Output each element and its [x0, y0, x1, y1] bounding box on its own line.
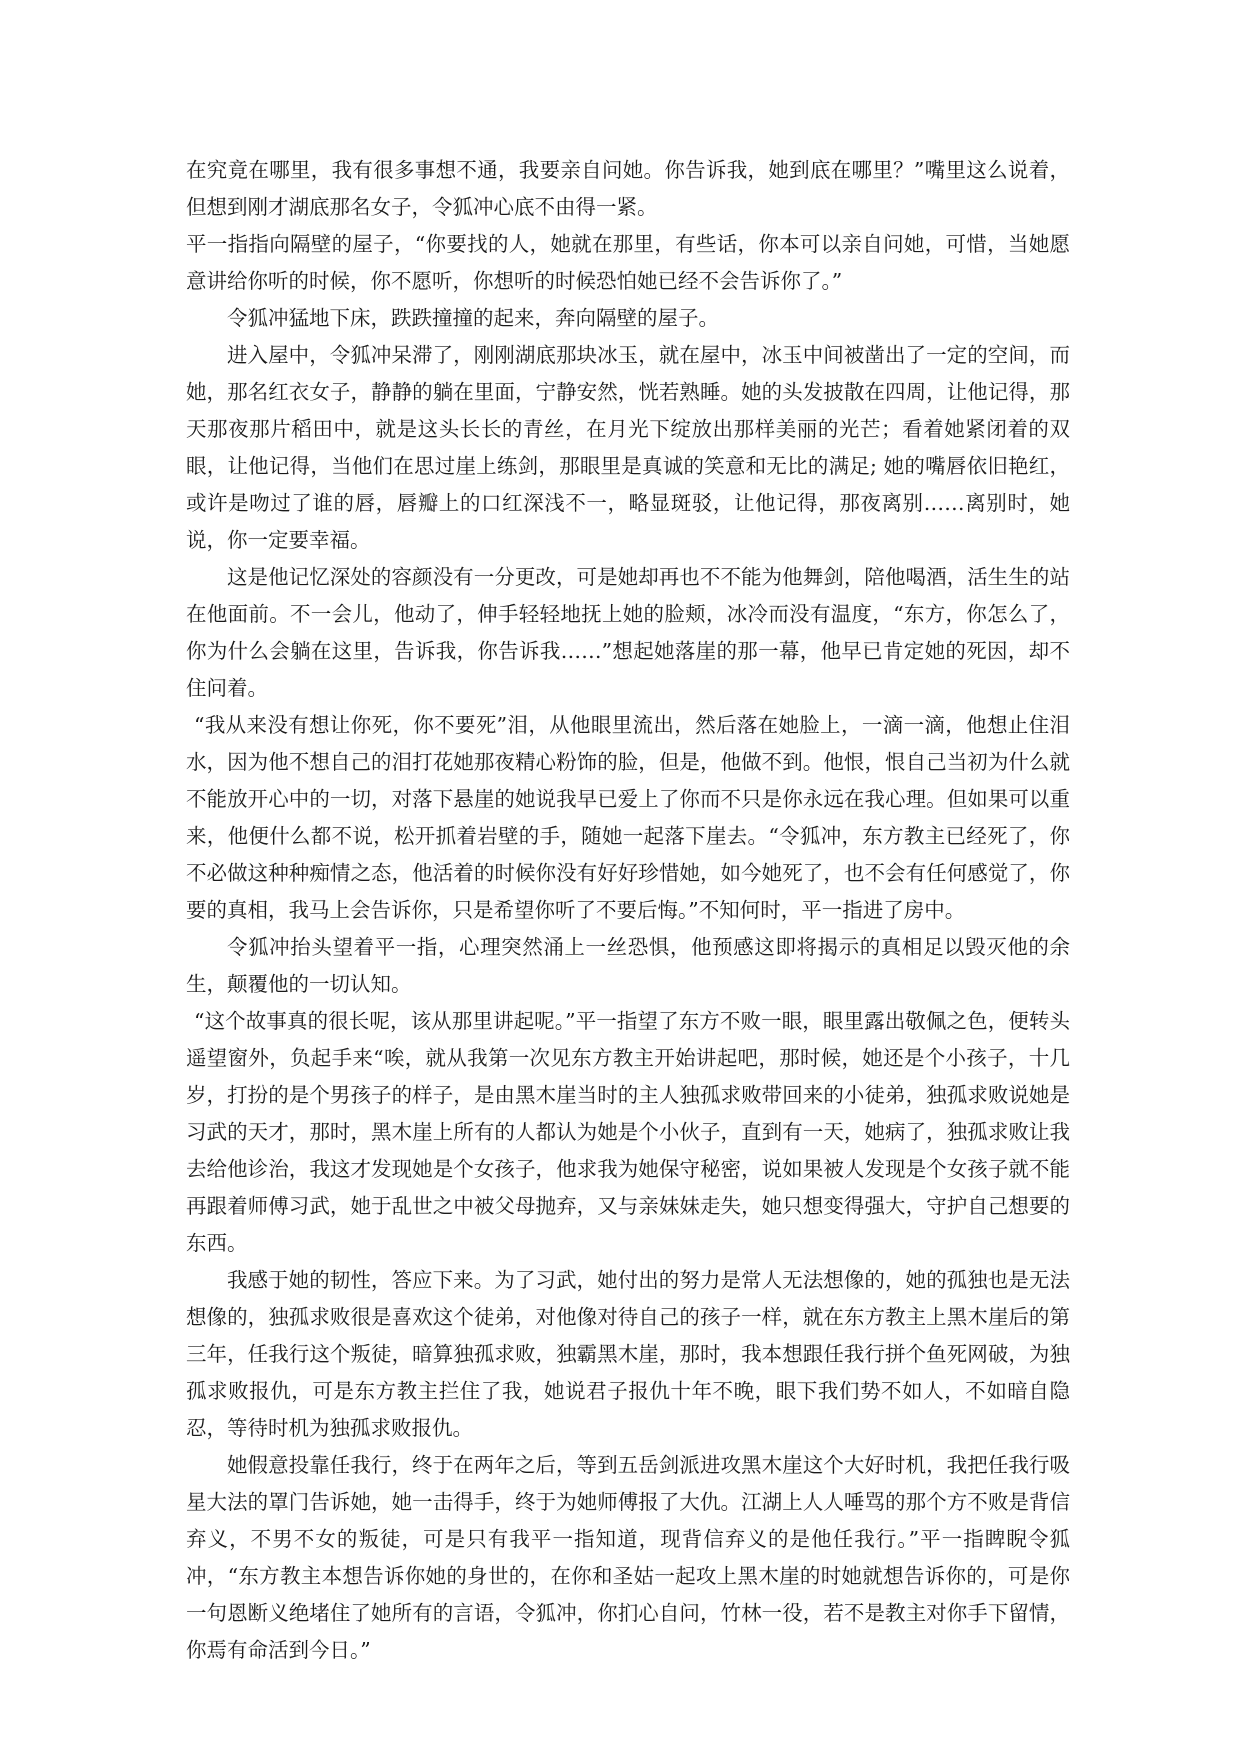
paragraph: 我感于她的韧性，答应下来。为了习武，她付出的努力是常人无法想像的，她的孤独也是无法想像的，独孤求败很是喜欢这个徒弟，对他像对待自己的孩子一样，就在东方教主上黑木崖后的第三年，任我行这个叛徒，暗算独孤求败，独霸黑木崖，那时，我本想跟任我行拼个鱼死网破，为独孤求败报仇，可是东方教主拦住了我，她说君子报仇十年不晚，眼下我们势不如人，不如暗自隐忍，等待时机为独孤求败报仇。: [186, 1268, 1070, 1440]
paragraph: “我从来没有想让你死，你不要死”泪，从他眼里流出，然后落在她脸上，一滴一滴，他想止住泪水，因为他不想自己的泪打花她那夜精心粉饰的脸，但是，他做不到。他恨，恨自己当初为什么就不能放开心中的一切，对落下悬崖的她说我早已爱上了你而不只是你永远在我心理。但如果可以重来，他便什么都不说，松开抓着岩壁的手，随她一起落下崖去。“令狐冲，东方教主已经死了，你不必做这种种痴情之态，他活着的时候你没有好好珍惜她，如今她死了，也不会有任何感觉了，你要的真相，我马上会告诉你，只是希望你听了不要后悔。”不知何时，平一指进了房中。: [186, 713, 1070, 922]
paragraph: 这是他记忆深处的容颜没有一分更改，可是她却再也不不能为他舞剑，陪他喝酒，活生生的站在他面前。不一会儿，他动了，伸手轻轻地抚上她的脸颊，冰冷而没有温度，“东方，你怎么了，你为什么会躺在这里，告诉我，你告诉我……”想起她落崖的那一幕，他早已肯定她的死因，却不住问着。: [186, 565, 1070, 700]
paragraph: 平一指指向隔壁的屋子，“你要找的人，她就在那里，有些话，你本可以亲自问她，可惜，当她愿意讲给你听的时候，你不愿听，你想听的时候恐怕她已经不会告诉你了。”: [186, 232, 1070, 293]
paragraph: 在究竟在哪里，我有很多事想不通，我要亲自问她。你告诉我，她到底在哪里？”嘴里这么说着，但想到刚才湖底那名女子，令狐冲心底不由得一紧。: [186, 158, 1070, 219]
document-body: [186, 152, 1070, 1669]
paragraph: “这个故事真的很长呢，该从那里讲起呢。”平一指望了东方不败一眼，眼里露出敬佩之色，便转头遥望窗外，负起手来“唉，就从我第一次见东方教主开始讲起吧，那时候，她还是个小孩子，十几岁，打扮的是个男孩子的样子，是由黑木崖当时的主人独孤求败带回来的小徒弟，独孤求败说她是习武的天才，那时，黑木崖上所有的人都认为她是个小伙子，直到有一天，她病了，独孤求败让我去给他诊治，我这才发现她是个女孩子，他求我为她保守秘密，说如果被人发现是个女孩子就不能再跟着师傅习武，她于乱世之中被父母抛弃，又与亲妹妹走失，她只想变得强大，守护自己想要的东西。: [186, 1009, 1070, 1255]
paragraph: 令狐冲抬头望着平一指，心理突然涌上一丝恐惧，他预感这即将揭示的真相足以毁灭他的余生，颠覆他的一切认知。: [186, 935, 1070, 996]
paragraph: 她假意投靠任我行，终于在两年之后，等到五岳剑派进攻黑木崖这个大好时机，我把任我行吸星大法的罩门告诉她，她一击得手，终于为她师傅报了大仇。江湖上人人唾骂的那个方不败是背信弃义，不男不女的叛徒，可是只有我平一指知道，现背信弃义的是他任我行。”平一指睥睨令狐冲，“东方教主本想告诉你她的身世的，在你和圣姑一起攻上黑木崖的时她就想告诉你的，可是你一句恩断义绝堵住了她所有的言语，令狐冲，你扪心自问，竹林一役，若不是教主对你手下留情，你焉有命活到今日。”: [186, 1453, 1070, 1662]
paragraph: 进入屋中，令狐冲呆滞了，刚刚湖底那块冰玉，就在屋中，冰玉中间被凿出了一定的空间，而她，那名红衣女子，静静的躺在里面，宁静安然，恍若熟睡。她的头发披散在四周，让他记得，那天那夜那片稻田中，就是这头长长的青丝，在月光下绽放出那样美丽的光芒；看着她紧闭着的双眼，让他记得，当他们在思过崖上练剑，那眼里是真诚的笑意和无比的满足; 她的嘴唇依旧艳红，或许是吻过了谁的唇，唇瓣上的口红深浅不一，略显斑驳，让他记得，那夜离别……离别时，她说，你一定要幸福。: [186, 343, 1070, 552]
paragraph: 令狐冲猛地下床，跌跌撞撞的起来，奔向隔壁的屋子。: [227, 306, 719, 330]
